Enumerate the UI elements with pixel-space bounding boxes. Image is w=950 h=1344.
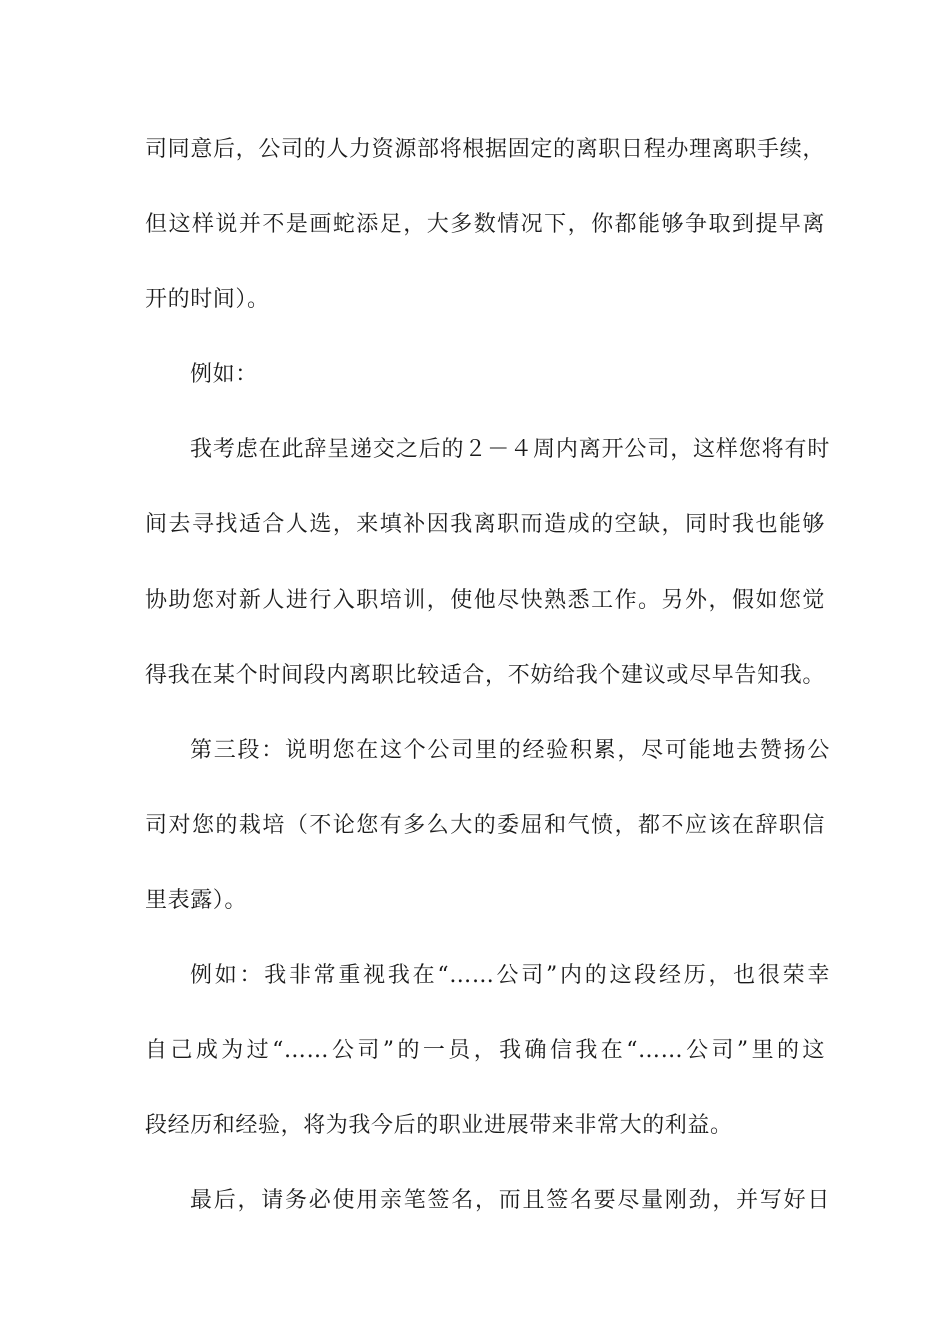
text-line: 第三段：说明您在这个公司里的经验积累，尽可能地去赞扬公	[190, 738, 830, 763]
text-line: 间去寻找适合人选，来填补因我离职而造成的空缺，同时我也能够	[145, 512, 825, 537]
text-line: 开的时间）。	[145, 287, 270, 312]
text-line: 里表露）。	[145, 888, 248, 913]
text-line: 段经历和经验，将为我今后的职业进展带来非常大的利益。	[145, 1113, 733, 1138]
text-line: 协助您对新人进行入职培训，使他尽快熟悉工作。另外，假如您觉	[145, 588, 825, 613]
text-line: 例如：	[190, 362, 258, 387]
text-line: 司同意后，公司的人力资源部将根据固定的离职日程办理离职手续，	[145, 137, 825, 162]
text-line: 得我在某个时间段内离职比较适合，不妨给我个建议或尽早告知我。	[145, 663, 825, 688]
text-line: 我考虑在此辞呈递交之后的２－４周内离开公司，这样您将有时	[190, 437, 830, 462]
text-line: 例如：我非常重视我在“……公司”内的这段经历，也很荣幸	[190, 963, 830, 988]
text-line: 最后，请务必使用亲笔签名，而且签名要尽量刚劲，并写好日	[190, 1188, 830, 1213]
text-line: 自己成为过“……公司”的一员，我确信我在“……公司”里的这	[145, 1038, 825, 1063]
text-line: 但这样说并不是画蛇添足，大多数情况下，你都能够争取到提早离	[145, 212, 825, 237]
text-line: 司对您的栽培（不论您有多么大的委屈和气愤，都不应该在辞职信	[145, 813, 825, 838]
